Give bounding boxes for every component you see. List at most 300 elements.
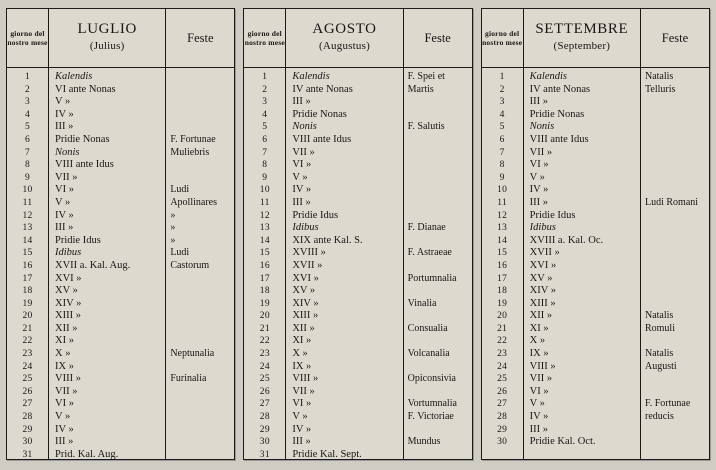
festival-cell: » [170, 209, 176, 221]
day-number-cell: 2 [499, 84, 505, 95]
roman-day-cell: IV » [529, 411, 549, 423]
festival-cell [408, 147, 472, 160]
festival-cell [170, 84, 234, 97]
festival-cell [170, 398, 234, 411]
roman-day-cell: XVII » [529, 247, 560, 259]
roman-day-cell: X » [55, 348, 71, 360]
roman-day-cell: XVII » [292, 259, 323, 271]
day-number-cell: 28 [259, 412, 270, 423]
roman-day-cell: III » [292, 196, 311, 208]
roman-day-cell: Pridie Nonas [529, 108, 585, 120]
column-day-numbers [244, 68, 286, 459]
roman-day-cell: IX » [55, 360, 74, 372]
festival-cell: Vinalia [407, 297, 437, 309]
day-number-cell: 10 [259, 185, 270, 196]
day-number-cell: 5 [24, 122, 31, 133]
day-number-cell: 23 [497, 349, 508, 360]
roman-day-cell: XV » [55, 285, 78, 297]
roman-day-cell: XVIII a. Kal. Oc. [529, 234, 604, 246]
festival-cell: Romuli [644, 322, 675, 334]
roman-day-cell: Idibus [529, 222, 556, 234]
roman-day-cell: IV » [529, 184, 549, 196]
roman-day-cell: III » [55, 222, 74, 234]
festival-cell: Martis [407, 83, 434, 95]
festival-cell [170, 172, 234, 185]
column-roman-days [286, 68, 403, 459]
roman-day-cell: VI » [529, 385, 549, 397]
day-number-cell: 4 [262, 109, 268, 120]
roman-day-cell: Nonis [292, 121, 317, 133]
festival-cell: Telluris [644, 83, 676, 95]
roman-day-cell: VIII ante Idus [529, 133, 589, 145]
festival-cell: Consualia [407, 322, 448, 334]
month-latin-name: (Augustus) [319, 40, 370, 52]
day-number-cell: 1 [262, 72, 268, 82]
month-name: AGOSTO [312, 21, 377, 37]
day-number-cell: 4 [499, 109, 505, 120]
day-number-cell: 27 [497, 399, 508, 410]
roman-day-cell: XI » [529, 322, 549, 334]
festival-cell [170, 159, 234, 172]
festival-cell: Opiconsivia [407, 373, 456, 385]
month-name: SETTEMBRE [535, 21, 629, 37]
roman-day-cell: V » [55, 411, 71, 423]
roman-day-cell: IV » [292, 184, 312, 196]
header-feste: Feste [661, 30, 689, 45]
table-body [7, 68, 234, 459]
day-number-cell: 12 [22, 210, 33, 221]
roman-day-cell: XIV » [292, 297, 319, 309]
column-roman-days [49, 68, 166, 459]
roman-day-cell: XIII » [55, 310, 81, 322]
day-number-cell: 31 [22, 449, 33, 459]
festival-cell [645, 184, 709, 197]
day-number-cell: 6 [499, 134, 505, 145]
festival-cell: Neptunalia [170, 348, 215, 360]
table-body [244, 68, 471, 459]
festival-cell [408, 96, 472, 109]
day-number-cell: 18 [259, 286, 270, 297]
festival-cell: Ludi [170, 247, 190, 259]
festival-cell [408, 134, 472, 147]
festival-cell [408, 361, 472, 374]
festival-cell [645, 222, 709, 235]
day-number-cell: 26 [497, 386, 508, 397]
roman-day-cell: VIII ante Idus [55, 159, 114, 171]
day-number-cell: 13 [497, 223, 508, 234]
roman-day-cell: VI » [529, 159, 549, 171]
roman-day-cell: VII » [292, 385, 315, 397]
roman-day-cell: IV » [55, 423, 74, 435]
roman-day-cell: Pridie Kal. Sept. [292, 448, 362, 459]
festival-cell [408, 197, 472, 210]
day-number-cell: 9 [262, 172, 268, 183]
roman-day-cell: XIII » [529, 297, 556, 309]
festival-cell [408, 159, 472, 172]
roman-day-cell: XVI » [529, 259, 557, 271]
day-number-cell: 21 [497, 323, 508, 334]
table-header [482, 9, 709, 68]
day-number-cell: 23 [259, 349, 270, 360]
festival-cell [645, 235, 709, 248]
day-number-cell: 16 [22, 260, 33, 271]
day-number-cell: 26 [259, 386, 270, 397]
month-table-agosto [243, 8, 472, 460]
festival-cell: Augusti [644, 360, 677, 372]
festival-cell [170, 273, 234, 286]
festival-cell [170, 323, 234, 336]
day-number-cell: 2 [24, 84, 31, 95]
roman-day-cell: VI » [292, 398, 312, 410]
roman-day-cell: IX » [529, 348, 549, 360]
day-number-cell: 27 [22, 399, 33, 410]
header-feste: Feste [187, 30, 214, 45]
day-number-cell: 21 [259, 323, 270, 334]
roman-day-cell: VI » [292, 159, 312, 171]
column-festivals [166, 68, 234, 459]
roman-day-cell: Kalendis [529, 71, 567, 82]
roman-day-cell: VII » [529, 146, 553, 158]
festival-cell [645, 172, 709, 185]
festival-cell [170, 361, 234, 374]
roman-day-cell: XV » [292, 285, 316, 297]
day-number-cell: 4 [24, 109, 31, 120]
day-number-cell: 16 [259, 260, 270, 271]
roman-day-cell: IV ante Nonas [529, 83, 591, 95]
roman-day-cell: IV » [292, 423, 312, 435]
day-number-cell: 14 [259, 235, 270, 246]
festival-cell [170, 71, 234, 84]
month-name: LUGLIO [77, 21, 137, 37]
roman-day-cell: VII » [292, 146, 315, 158]
table-body [482, 68, 709, 459]
header-day-column: giorno del nostro mese [482, 9, 524, 67]
festival-cell [170, 449, 234, 459]
festival-cell [645, 210, 709, 223]
festival-cell [170, 121, 234, 134]
festival-cell: F. Fortunae [170, 133, 216, 145]
day-number-cell: 29 [259, 424, 270, 435]
roman-day-cell: XII » [292, 322, 315, 334]
roman-day-cell: VIII » [292, 373, 319, 385]
day-number-cell: 10 [497, 185, 508, 196]
festival-cell [408, 184, 472, 197]
roman-day-cell: III » [55, 436, 74, 448]
month-table-settembre [481, 8, 710, 460]
festival-cell: Apollinares [170, 196, 217, 208]
day-number-cell: 7 [499, 147, 505, 158]
day-number-cell: 28 [22, 412, 33, 423]
roman-day-cell: XIX ante Kal. S. [292, 234, 363, 246]
day-number-cell: 17 [259, 273, 270, 284]
festival-cell: Natalis [644, 310, 674, 322]
roman-day-cell: X » [529, 335, 546, 347]
roman-day-cell: Pridie Nonas [55, 133, 110, 145]
roman-day-cell: IV ante Nonas [292, 83, 353, 95]
festival-cell [170, 436, 234, 449]
festival-cell [645, 96, 709, 109]
header-month-name [49, 9, 166, 67]
day-number-cell: 20 [259, 311, 270, 322]
roman-day-cell: Nonis [529, 121, 555, 133]
festival-cell: Vortumnalia [407, 398, 457, 410]
festival-cell [408, 310, 472, 323]
day-number-cell: 16 [497, 260, 508, 271]
roman-day-cell: III » [292, 96, 311, 108]
day-number-cell: 5 [499, 122, 505, 133]
day-number-cell: 29 [22, 424, 33, 435]
day-number-cell: 15 [497, 248, 508, 259]
column-festivals [404, 68, 472, 459]
day-number-cell: 3 [262, 97, 268, 108]
festival-cell [170, 298, 234, 311]
roman-day-cell: VIII » [529, 360, 556, 372]
day-number-cell: 18 [22, 286, 33, 297]
roman-day-cell: Pridie Kal. Oct. [529, 436, 596, 448]
table-header [7, 9, 234, 68]
day-number-cell: 22 [497, 336, 508, 347]
festival-cell [408, 260, 472, 273]
roman-day-cell: VI » [55, 184, 74, 196]
day-number-cell: 26 [22, 386, 33, 397]
day-number-cell: 3 [499, 97, 505, 108]
month-latin-name: (Julius) [89, 40, 125, 52]
day-number-cell: 12 [259, 210, 270, 221]
day-number-cell: 25 [22, 374, 33, 385]
day-number-cell: 8 [499, 160, 505, 171]
day-number-cell: 30 [497, 437, 508, 448]
roman-day-cell: Prid. Kal. Aug. [55, 448, 119, 459]
festival-cell [645, 298, 709, 311]
day-number-cell: 20 [22, 311, 33, 322]
day-number-cell: 20 [497, 311, 508, 322]
day-number-cell: 30 [259, 437, 270, 448]
roman-day-cell: XII » [529, 310, 553, 322]
festival-cell: Furinalia [170, 373, 207, 385]
festival-cell [408, 386, 472, 399]
festival-cell [408, 235, 472, 248]
roman-day-cell: III » [529, 96, 549, 108]
festival-cell: F. Spei et [407, 71, 445, 82]
day-number-cell: 1 [24, 72, 31, 82]
day-number-cell: 30 [22, 437, 33, 448]
festival-cell [645, 285, 709, 298]
day-number-cell: 6 [24, 134, 31, 145]
festival-cell: Volcanalia [407, 348, 450, 360]
roman-day-cell: Pridie Idus [529, 209, 576, 221]
roman-day-cell: XIII » [292, 310, 319, 322]
roman-day-cell: Pridie Idus [292, 209, 339, 221]
header-month-name [286, 9, 403, 67]
column-day-numbers [482, 68, 524, 459]
day-number-cell [482, 449, 523, 459]
day-number-cell: 21 [22, 323, 33, 334]
roman-day-cell: XVI » [292, 272, 319, 284]
day-number-cell: 24 [22, 361, 33, 372]
roman-day-cell: Kalendis [292, 71, 330, 82]
day-number-cell: 9 [24, 172, 31, 183]
day-number-cell: 15 [22, 248, 33, 259]
festival-cell [170, 285, 234, 298]
festival-cell: reducis [644, 411, 674, 423]
header-month-name [524, 9, 641, 67]
day-number-cell: 8 [24, 160, 31, 171]
festival-cell: Ludi [170, 184, 190, 196]
header-day-column: giorno del nostro mese [244, 9, 286, 67]
festival-cell: Natalis [644, 71, 674, 82]
day-number-cell: 25 [259, 374, 270, 385]
festival-cell: Portumnalia [407, 272, 457, 284]
festival-cell [645, 436, 709, 449]
day-number-cell: 25 [497, 374, 508, 385]
roman-day-cell: Pridie Idus [55, 234, 101, 246]
roman-day-cell: IV » [55, 209, 74, 221]
roman-day-cell: X » [292, 348, 308, 360]
roman-day-cell: Pridie Nonas [292, 108, 347, 120]
header-feste: Feste [424, 30, 451, 45]
festival-cell [408, 335, 472, 348]
day-number-cell: 13 [259, 223, 270, 234]
day-number-cell: 10 [22, 185, 33, 196]
festival-cell [408, 210, 472, 223]
roman-day-cell: XV » [529, 272, 553, 284]
day-number-cell: 7 [262, 147, 268, 158]
roman-day-cell: XIV » [529, 285, 557, 297]
festival-cell [645, 273, 709, 286]
festival-cell [170, 310, 234, 323]
festival-cell [170, 96, 234, 109]
roman-day-cell: III » [55, 121, 74, 133]
festival-cell [645, 335, 709, 348]
day-number-cell: 29 [497, 424, 508, 435]
roman-day-cell: V » [292, 171, 308, 183]
day-number-cell: 24 [497, 361, 508, 372]
roman-day-cell: VII » [55, 171, 78, 183]
festival-cell [645, 260, 709, 273]
column-day-numbers [7, 68, 49, 459]
festival-cell: F. Victoriae [407, 411, 454, 423]
day-number-cell: 19 [497, 298, 508, 309]
festival-cell [645, 386, 709, 399]
festival-cell: Mundus [407, 436, 441, 448]
roman-day-cell: III » [529, 423, 549, 435]
table-header [244, 9, 471, 68]
day-number-cell: 18 [497, 286, 508, 297]
roman-day-cell: V » [529, 398, 545, 410]
festival-cell: » [170, 222, 176, 234]
day-number-cell: 8 [262, 160, 268, 171]
day-number-cell: 11 [22, 197, 33, 208]
column-roman-days [524, 68, 641, 459]
festival-cell: F. Dianae [407, 222, 446, 234]
day-number-cell: 27 [259, 399, 270, 410]
day-number-cell: 1 [499, 72, 505, 82]
festival-cell: F. Astraeae [407, 247, 452, 259]
roman-day-cell: Nonis [55, 146, 80, 158]
roman-day-cell: XI » [292, 335, 312, 347]
roman-day-cell: V » [55, 196, 71, 208]
roman-day-cell: V » [529, 171, 545, 183]
day-number-cell: 11 [259, 197, 270, 208]
roman-day-cell: XVI » [55, 272, 82, 284]
roman-day-cell: V » [55, 96, 71, 108]
festival-cell [170, 411, 234, 424]
festival-cell: Muliebris [170, 146, 210, 158]
festival-cell [645, 109, 709, 122]
roman-day-cell: XVII a. Kal. Aug. [55, 259, 131, 271]
roman-day-cell: V » [292, 411, 308, 423]
roman-day-cell: XIV » [55, 297, 82, 309]
festival-cell [170, 386, 234, 399]
festival-cell [408, 449, 472, 459]
roman-day-cell: VII » [529, 373, 553, 385]
column-festivals [641, 68, 709, 459]
day-number-cell: 15 [259, 248, 270, 259]
roman-day-cell: IV » [55, 108, 74, 120]
month-latin-name: (September) [553, 40, 611, 52]
festival-cell [408, 109, 472, 122]
roman-day-cell [530, 449, 640, 459]
day-number-cell: 23 [22, 349, 33, 360]
festival-cell [170, 109, 234, 122]
festival-cell [170, 424, 234, 437]
festival-cell: Ludi Romani [644, 196, 699, 208]
roman-day-cell: Idibus [292, 222, 319, 234]
roman-day-cell: III » [292, 436, 311, 448]
festival-cell [645, 247, 709, 260]
day-number-cell: 11 [497, 197, 508, 208]
day-number-cell: 7 [24, 147, 31, 158]
festival-cell [645, 373, 709, 386]
day-number-cell: 22 [22, 336, 33, 347]
festival-cell: F. Salutis [407, 121, 445, 133]
festival-cell [645, 134, 709, 147]
festival-cell [408, 172, 472, 185]
festival-cell [170, 335, 234, 348]
day-number-cell: 31 [259, 449, 270, 459]
festival-cell [408, 285, 472, 298]
day-number-cell: 19 [259, 298, 270, 309]
day-number-cell: 28 [497, 412, 508, 423]
festival-cell [645, 449, 709, 459]
day-number-cell: 17 [22, 273, 33, 284]
day-number-cell: 12 [497, 210, 508, 221]
festival-cell [645, 121, 709, 134]
day-number-cell: 22 [259, 336, 270, 347]
festival-cell [408, 424, 472, 437]
festival-cell: Castorum [170, 259, 210, 271]
roman-day-cell: VIII » [55, 373, 81, 385]
day-number-cell: 17 [497, 273, 508, 284]
festival-cell [645, 147, 709, 160]
day-number-cell: 13 [22, 223, 33, 234]
roman-day-cell: III » [529, 196, 549, 208]
roman-day-cell: Kalendis [55, 71, 93, 82]
roman-day-cell: VII » [55, 385, 78, 397]
roman-day-cell: VI ante Nonas [55, 83, 116, 95]
day-number-cell: 5 [262, 122, 268, 133]
roman-day-cell: XVIII » [292, 247, 326, 259]
day-number-cell: 24 [259, 361, 270, 372]
roman-day-cell: VI » [55, 398, 74, 410]
header-day-column: giorno del nostro mese [7, 9, 49, 67]
roman-day-cell: IX » [292, 360, 312, 372]
day-number-cell: 19 [22, 298, 33, 309]
roman-day-cell: Idibus [55, 247, 82, 259]
roman-day-cell: XII » [55, 322, 78, 334]
roman-day-cell: XI » [55, 335, 74, 347]
festival-cell: F. Fortunae [644, 398, 691, 410]
